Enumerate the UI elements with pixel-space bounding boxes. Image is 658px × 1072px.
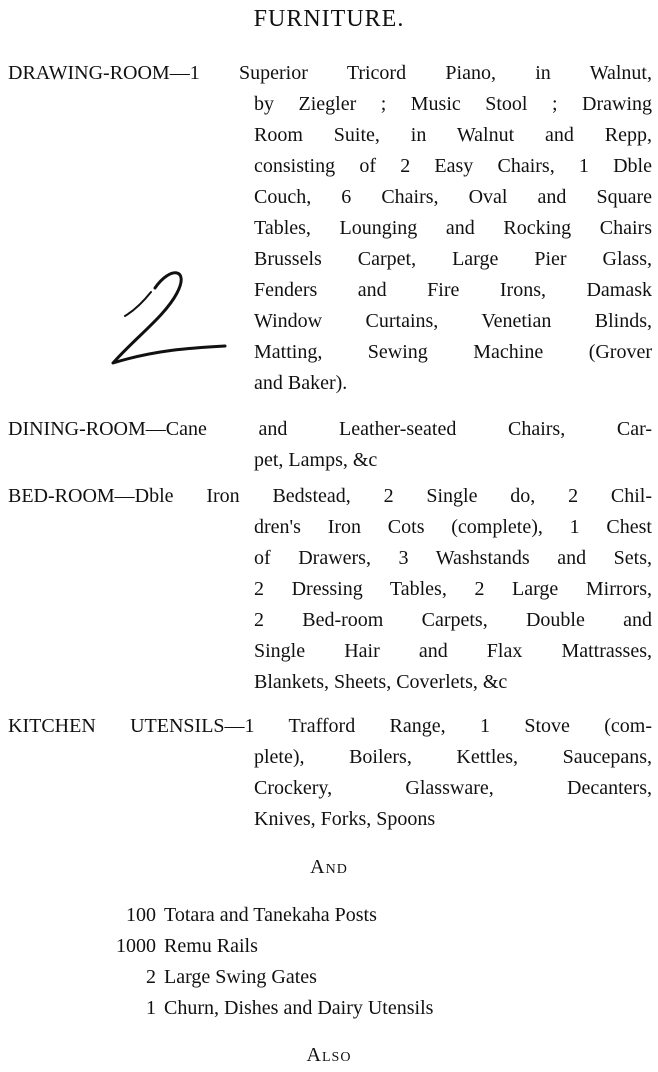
section-line: DRAWING-ROOM—1 Superior Tricord Piano, in Walnut, xyxy=(8,62,652,84)
section-line: 2 Dressing Tables, 2 Large Mirrors, xyxy=(254,578,652,600)
section-line: KITCHEN UTENSILS—1 Trafford Range, 1 Stove (com- xyxy=(8,715,652,737)
section-line: Knives, Forks, Spoons xyxy=(254,808,436,830)
section-line: BED-ROOM—Dble Iron Bedstead, 2 Single do, 2 Chil- xyxy=(8,485,652,507)
section-line: pet, Lamps, &c xyxy=(254,449,378,471)
section-line: 2 Bed-room Carpets, Double and xyxy=(254,609,652,631)
item-quantity: 1000 xyxy=(116,935,156,957)
list-item xyxy=(100,962,433,993)
section-line: dren's Iron Cots (complete), 1 Chest xyxy=(254,516,652,538)
page-title: FURNITURE. xyxy=(253,6,405,32)
section-line: Fenders and Fire Irons, Damask xyxy=(254,279,652,301)
section-line: Crockery, Glassware, Decanters, xyxy=(254,777,652,799)
list-item xyxy=(100,900,433,931)
item-description: Totara and Tanekaha Posts xyxy=(164,904,377,926)
list-item xyxy=(100,931,433,962)
item-description: Churn, Dishes and Dairy Utensils xyxy=(164,997,434,1019)
item-quantity: 2 xyxy=(146,966,156,988)
item-quantity: 100 xyxy=(126,904,156,926)
section-line: DINING-ROOM—Cane and Leather-seated Chairs, Car- xyxy=(8,418,652,440)
section-line: and Baker). xyxy=(254,372,348,394)
section-line: by Ziegler ; Music Stool ; Drawing xyxy=(254,93,652,115)
items-list xyxy=(100,900,433,1024)
section-line: Window Curtains, Venetian Blinds, xyxy=(254,310,652,332)
section-line: Tables, Lounging and Rocking Chairs xyxy=(254,217,652,239)
section-line: of Drawers, 3 Washstands and Sets, xyxy=(254,547,652,569)
section-line: Single Hair and Flax Mattrasses, xyxy=(254,640,652,662)
section-dining-room xyxy=(8,414,652,476)
section-line: plete), Boilers, Kettles, Saucepans, xyxy=(254,746,652,768)
and-label: And xyxy=(310,856,348,878)
handwritten-numeral xyxy=(95,258,235,388)
item-quantity: 1 xyxy=(146,997,156,1019)
section-line: Couch, 6 Chairs, Oval and Square xyxy=(254,186,652,208)
section-line: Blankets, Sheets, Coverlets, &c xyxy=(254,671,508,693)
section-line: consisting of 2 Easy Chairs, 1 Dble xyxy=(254,155,652,177)
section-line: Matting, Sewing Machine (Grover xyxy=(254,341,652,363)
item-description: Large Swing Gates xyxy=(164,966,317,988)
section-kitchen-utensils xyxy=(8,711,652,835)
section-line: Room Suite, in Walnut and Repp, xyxy=(254,124,652,146)
list-item xyxy=(100,993,433,1024)
section-line: Brussels Carpet, Large Pier Glass, xyxy=(254,248,652,270)
section-bed-room xyxy=(8,481,652,698)
item-description: Remu Rails xyxy=(164,935,258,957)
also-label: Also xyxy=(306,1044,352,1066)
